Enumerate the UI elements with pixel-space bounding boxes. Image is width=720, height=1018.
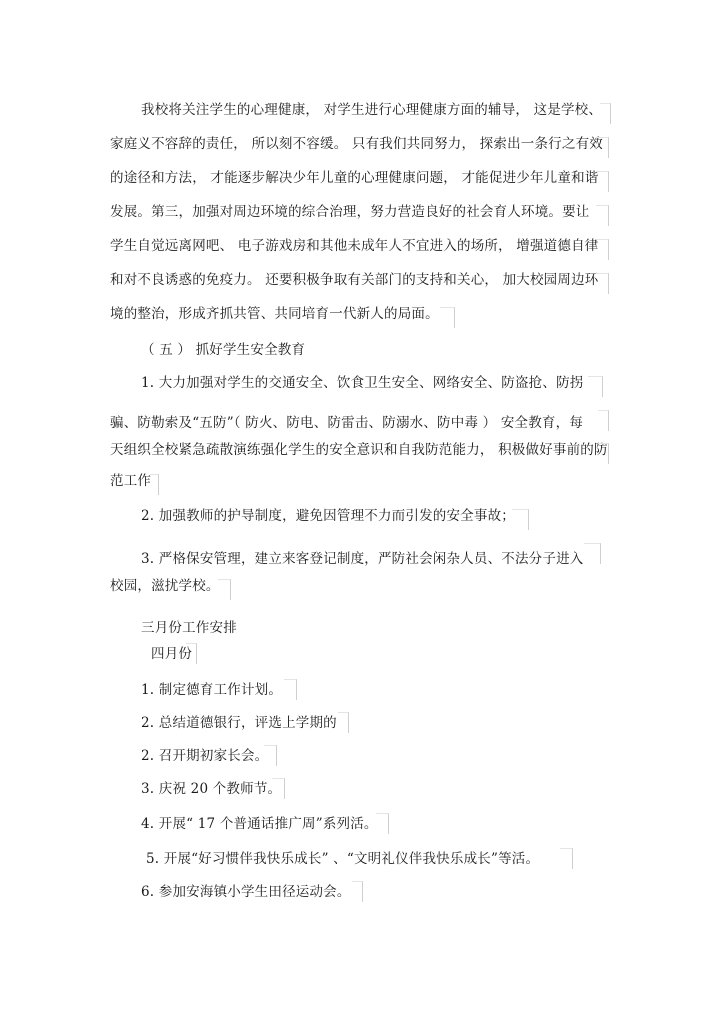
scan-edge [272,778,285,799]
scan-edge [338,712,349,733]
scan-edge [440,307,455,328]
scan-edge [352,881,363,902]
list-item-line: 2. 加强教师的护导制度，避免因管理不力而引发的安全事故； [141,508,515,524]
scan-edge [186,643,197,664]
month-heading-april: 四月份 [151,646,193,662]
paragraph-line: 境的整治，形成齐抓共管、共同培育一代新人的局面。 [110,306,439,322]
scan-edge [596,205,609,226]
section-heading: （ 五 ） 抓好学生安全教育 [141,342,306,358]
scan-edge [596,239,609,260]
paragraph-line: 我校将关注学生的心理健康， 对学生进行心理健康方面的辅导， 这是学校、 [141,102,603,118]
list-item-line: 3. 严格保安管理，建立来客登记制度，严防社会闲杂人员、不法分子进入 [141,551,584,567]
scan-edge [596,171,609,192]
scan-edge [218,579,231,600]
scan-edge [596,273,609,294]
schedule-item: 6. 参加安海镇小学生田径运动会。 [141,884,351,900]
schedule-item: 5. 开展“好习惯伴我快乐成长” 、“文明礼仪伴我快乐成长”等活。 [146,851,540,867]
scan-edge [560,848,573,869]
schedule-item: 2. 召开期初家长会。 [141,748,269,764]
scan-edge [284,679,297,700]
scan-edge [376,813,389,834]
scan-edge [598,443,609,464]
schedule-item: 2. 总结道德银行，评选上学期的 [141,715,337,731]
scan-edge [512,509,529,530]
list-item-line: 范工作 [110,473,152,489]
scan-edge [150,474,159,495]
paragraph-line: 的途径和方法， 才能逐步解决少年儿童的心理健康问题， 才能促进少年儿童和谐 [110,170,599,186]
schedule-item: 1. 制定德育工作计划。 [141,682,283,698]
paragraph-line: 和对不良诱惑的免疫力。 还要积极争取有关部门的支持和关心， 加大校园周边环 [110,272,599,288]
list-item-line: 校园，滋扰学校。 [110,578,220,594]
month-heading-march: 三月份工作安排 [141,620,237,636]
scan-edge [598,410,609,431]
list-item-line: 1. 大力加强对学生的交通安全、饮食卫生安全、网络安全、防盗抢、防拐 [141,375,584,391]
list-item-line: 骗、防勒索及“五防”（ 防火、防电、防雷击、防溺水、防中毒 ） 安全教育，每 [110,415,584,431]
scan-edge [264,745,277,766]
scan-edge [600,103,611,124]
schedule-item: 4. 开展“ 17 个普通话推广周”系列活。 [141,816,378,832]
paragraph-line: 学生自觉远离网吧、 电子游戏房和其他未成年人不宜进入的场所， 增强道德自律 [110,238,599,254]
scan-edge [588,376,603,397]
paragraph-line: 发展。第三，加强对周边环境的综合治理，努力营造良好的社会育人环境。要让 [110,204,590,220]
schedule-item: 3. 庆祝 20 个教师节。 [141,781,282,797]
list-item-line: 天组织全校紧急疏散演练强化学生的安全意识和自我防范能力， 积极做好事前的防 [110,442,608,458]
scan-edge [584,543,601,564]
paragraph-line: 家庭义不容辞的责任， 所以刻不容缓。 只有我们共同努力， 探索出一条行之有效 [110,136,603,152]
scan-edge [596,137,609,158]
